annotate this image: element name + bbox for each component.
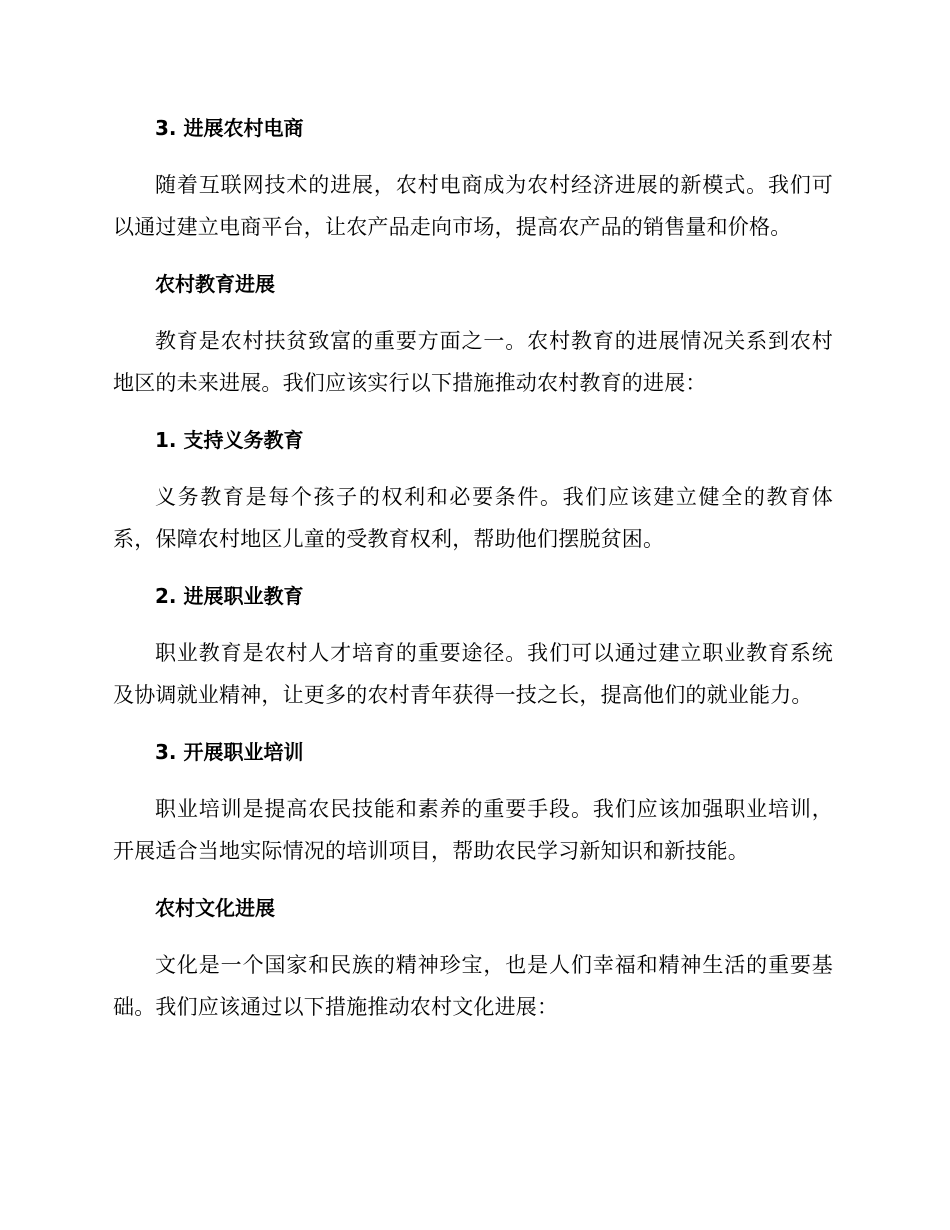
document-page <box>113 108 833 1044</box>
paragraph-rural-education: 教育是农村扶贫致富的重要方面之一。农村教育的进展情况关系到农村地区的未来进展。我们应该实行以下措施推动农村教育的进展： <box>113 329 833 395</box>
section-heading-rural-education: 农村教育进展 <box>155 272 275 296</box>
subheading-vocational-education: 2. 进展职业教育 <box>155 584 304 608</box>
paragraph-rural-ecommerce: 随着互联网技术的进展，农村电商成为农村经济进展的新模式。我们可以通过建立电商平台，让农产品走向市场，提高农产品的销售量和价格。 <box>113 173 833 239</box>
section-heading-rural-culture: 农村文化进展 <box>155 896 275 920</box>
paragraph-compulsory-education: 义务教育是每个孩子的权利和必要条件。我们应该建立健全的教育体系，保障农村地区儿童的受教育权利，帮助他们摆脱贫困。 <box>113 485 833 551</box>
subheading-vocational-training: 3. 开展职业培训 <box>155 740 304 764</box>
paragraph-vocational-education: 职业教育是农村人才培育的重要途径。我们可以通过建立职业教育系统及协调就业精神，让更多的农村青年获得一技之长，提高他们的就业能力。 <box>113 641 833 707</box>
paragraph-rural-culture: 文化是一个国家和民族的精神珍宝，也是人们幸福和精神生活的重要基础。我们应该通过以下措施推动农村文化进展： <box>113 953 833 1019</box>
section-heading-rural-ecommerce: 3. 进展农村电商 <box>155 116 304 140</box>
paragraph-vocational-training: 职业培训是提高农民技能和素养的重要手段。我们应该加强职业培训，开展适合当地实际情况的培训项目，帮助农民学习新知识和新技能。 <box>113 797 833 863</box>
subheading-compulsory-education: 1. 支持义务教育 <box>155 428 304 452</box>
